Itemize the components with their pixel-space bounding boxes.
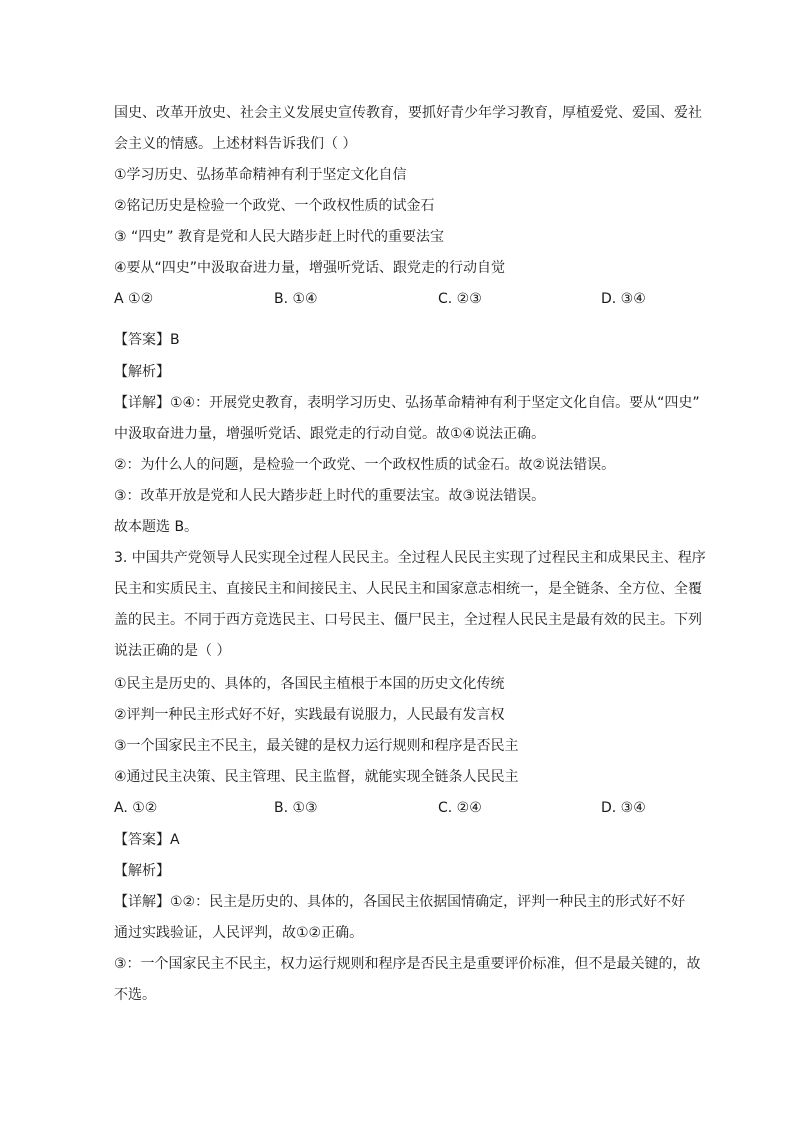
q3-option-c: C. ②④ xyxy=(438,800,482,816)
q3-explanation-line-1: 【详解】①②：民主是历史的、具体的，各国民主依据国情确定，评判一种民主的形式好不好 xyxy=(114,894,686,910)
q2-explanation-line-3: ②：为什么人的问题，是检验一个政党、一个政权性质的试金石。故②说法错误。 xyxy=(114,457,616,473)
q2-option-b: B. ①④ xyxy=(274,291,318,307)
q3-explanation-line-2: 通过实践验证，人民评判，故①②正确。 xyxy=(114,925,364,941)
q2-answer: 【答案】B xyxy=(114,332,180,348)
q3-answer: 【答案】A xyxy=(114,832,180,848)
q3-option-a: A. ①② xyxy=(114,800,158,816)
q2-stem-line-1: 国史、改革开放史、社会主义发展史宣传教育，要抓好青少年学习教育，厚植爱党、爱国、爱社 xyxy=(114,105,702,121)
q2-option-a: A ①② xyxy=(114,291,154,307)
q3-stem-line-4: 说法正确的是（ ） xyxy=(114,643,231,659)
q2-explanation-line-1: 【详解】①④：开展党史教育，表明学习历史、弘扬革命精神有利于坚定文化自信。要从“四史” xyxy=(114,395,700,411)
q3-stem-line-3: 盖的民主。不同于西方竞选民主、口号民主、僵尸民主，全过程人民民主是最有效的民主。下列 xyxy=(114,612,702,628)
q3-option-d: D. ③④ xyxy=(601,800,646,816)
q3-stem-line-1: 3. 中国共产党领导人民实现全过程人民民主。全过程人民民主实现了过程民主和成果民主、程序 xyxy=(114,550,706,566)
q2-explanation-line-5: 故本题选 B。 xyxy=(114,519,199,535)
q3-statement-3: ③一个国家民主不民主，最关键的是权力运行规则和程序是否民主 xyxy=(114,738,519,754)
q3-explanation-line-3: ③：一个国家民主不民主，权力运行规则和程序是否民主是重要评价标准，但不是最关键的，故 xyxy=(114,956,701,972)
q2-statement-2: ②铭记历史是检验一个政党、一个政权性质的试金石 xyxy=(114,198,435,214)
q2-stem-line-2: 会主义的情感。上述材料告诉我们（ ） xyxy=(114,136,357,152)
q3-statement-2: ②评判一种民主形式好不好，实践最有说服力，人民最有发言权 xyxy=(114,707,505,723)
q3-statement-1: ①民主是历史的、具体的，各国民主植根于本国的历史文化传统 xyxy=(114,676,505,692)
q2-option-d: D. ③④ xyxy=(601,291,646,307)
q3-analysis-label: 【解析】 xyxy=(114,863,170,879)
q3-statement-4: ④通过民主决策、民主管理、民主监督，就能实现全链条人民民主 xyxy=(114,769,519,785)
q2-explanation-line-4: ③：改革开放是党和人民大踏步赶上时代的重要法宝。故③说法错误。 xyxy=(114,488,546,504)
q3-option-b: B. ①③ xyxy=(274,800,318,816)
q2-option-c: C. ②③ xyxy=(438,291,482,307)
q2-statement-3: ③ “四史” 教育是党和人民大踏步赶上时代的重要法宝 xyxy=(114,229,444,245)
q2-analysis-label: 【解析】 xyxy=(114,364,170,380)
q2-statement-1: ①学习历史、弘扬革命精神有利于坚定文化自信 xyxy=(114,167,407,183)
q2-explanation-line-2: 中汲取奋进力量，增强听党话、跟党走的行动自觉。故①④说法正确。 xyxy=(114,426,546,442)
q3-explanation-line-4: 不选。 xyxy=(114,987,156,1003)
q3-stem-line-2: 民主和实质民主、直接民主和间接民主、人民民主和国家意志相统一，是全链条、全方位、全覆 xyxy=(114,581,702,597)
q2-statement-4: ④要从“四史”中汲取奋进力量，增强听党话、跟党走的行动自觉 xyxy=(114,260,506,276)
